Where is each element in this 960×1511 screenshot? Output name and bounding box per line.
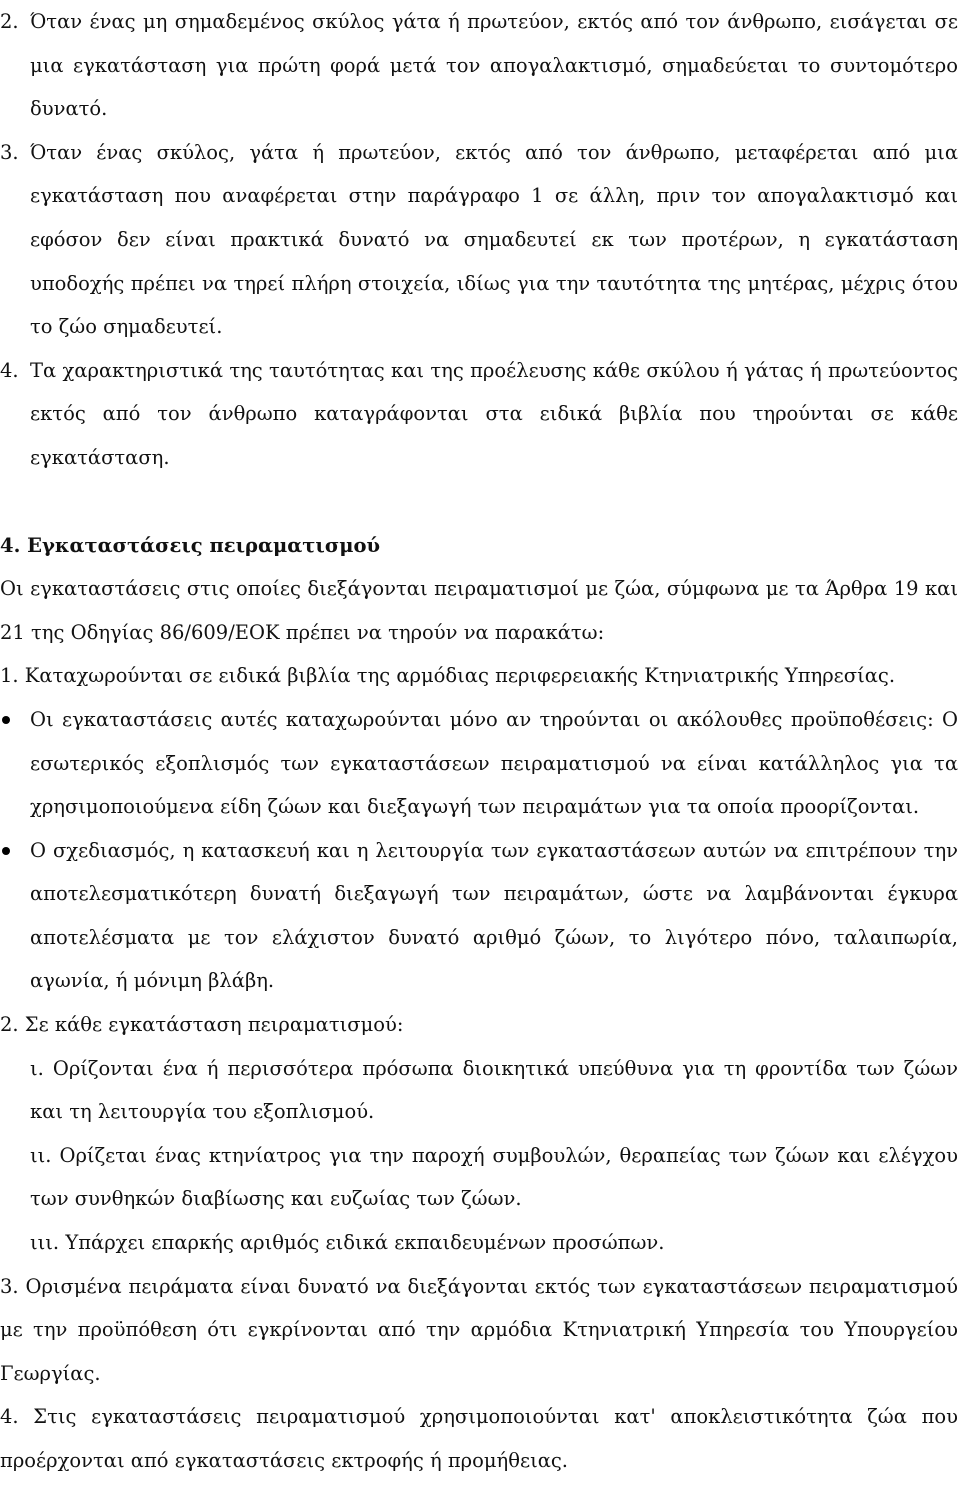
item-2: [0, 0, 958, 131]
item-text: Τα χαρακτηριστικά της ταυτότητας και της προέλευσης κάθε σκύλου ή γάτας ή πρωτεύοντος εκτός από τον άνθρωπο καταγράφονται στα ειδικά βιβλία που τηρούνται σε κάθε εγκατάσταση.: [30, 358, 958, 469]
item-number: 2.: [0, 10, 19, 33]
item-number: 3.: [0, 140, 19, 164]
bullet-icon: [0, 698, 30, 829]
point-1: 1. Καταχωρούνται σε ειδικά βιβλία της αρμόδιας περιφερειακής Κτηνιατρικής Υπηρεσίας.: [0, 664, 896, 688]
bullet-icon: [0, 829, 30, 1003]
point-2: 2. Σε κάθε εγκατάσταση πειραματισμού:: [0, 1013, 404, 1037]
bullet-text: Οι εγκαταστάσεις αυτές καταχωρούνται μόνο αν τηρούνται οι ακόλουθες προϋποθέσεις: Ο εσωτερικός εξοπλισμός των εγκαταστάσεων πειραματισμού να είναι κατάλληλος για τα χρησιμοποιούμενα είδη ζώων και διεξαγωγή των πειραμάτων για τα οποία προορίζονται.: [30, 707, 958, 819]
item-3: [0, 131, 958, 349]
spacer: [30, 480, 958, 524]
item-text: Όταν ένας μη σημαδεμένος σκύλος γάτα ή πρωτεύον, εκτός από τον άνθρωπο, εισάγεται σε μια εγκατάσταση για πρώτη φορά μετά τον απογαλακτισμό, σημαδεύεται το συντομότερο δυνατό.: [30, 10, 958, 121]
item-4: [0, 349, 958, 480]
section-heading: 4. Εγκαταστάσεις πειραματισμού: [0, 533, 381, 557]
section-intro: Οι εγκαταστάσεις στις οποίες διεξάγονται πειραματισμοί με ζώα, σύμφωνα με τα Άρθρα 19 και 21 της Οδηγίας 86/609/ΕΟΚ πρέπει να τηρούν να παρακάτω:: [0, 577, 958, 644]
sub-point-iii: ιιι. Υπάρχει επαρκής αριθμός ειδικά εκπαιδευμένων προσώπων.: [30, 1231, 665, 1255]
sub-point-ii: ιι. Ορίζεται ένας κτηνίατρος για την παροχή συμβουλών, θεραπείας των ζώων και ελέγχου των συνθηκών διαβίωσης και ευζωίας των ζώων.: [30, 1143, 958, 1211]
bullet-item: [30, 698, 958, 829]
bullet-text: Ο σχεδιασμός, η κατασκευή και η λειτουργία των εγκαταστάσεων αυτών να επιτρέπουν την αποτελεσματικότερη δυνατή διεξαγωγή των πειραμάτων, ώστε να λαμβάνονται έγκυρα αποτελέσματα με τον ελάχιστον δυνατό αριθμό ζώων, το λιγότερο πόνο, ταλαιπωρία, αγωνία, ή μόνιμη βλάβη.: [30, 838, 958, 993]
bullet-item: [30, 829, 958, 1003]
point-4: 4. Στις εγκαταστάσεις πειραματισμού χρησιμοποιούνται κατ' αποκλειστικότητα ζώα που προέρχονται από εγκαταστάσεις εκτροφής ή προμήθειας.: [0, 1405, 958, 1472]
item-number: 4.: [0, 358, 19, 382]
item-text: Όταν ένας σκύλος, γάτα ή πρωτεύον, εκτός από τον άνθρωπο, μεταφέρεται από μια εγκατάσταση που αναφέρεται στην παράγραφο 1 σε άλλη, πριν τον απογαλακτισμό και εφόσον δεν είναι πρακτικά δυνατό να σημαδευτεί εκ των προτέρων, η εγκατάσταση υποδοχής πρέπει να τηρεί πλήρη στοιχεία, ιδίως για την ταυτότητα της μητέρας, μέχρις ότου το ζώο σημαδευτεί.: [30, 140, 958, 339]
sub-point-i: ι. Ορίζονται ένα ή περισσότερα πρόσωπα διοικητικά υπεύθυνα για τη φροντίδα των ζώων και τη λειτουργία του εξοπλισμού.: [30, 1056, 958, 1124]
point-3: 3. Ορισμένα πειράματα είναι δυνατό να διεξάγονται εκτός των εγκαταστάσεων πειραματισμού με την προϋπόθεση ότι εγκρίνονται από την αρμόδια Κτηνιατρική Υπηρεσία του Υπουργείου Γεωργίας.: [0, 1274, 958, 1385]
